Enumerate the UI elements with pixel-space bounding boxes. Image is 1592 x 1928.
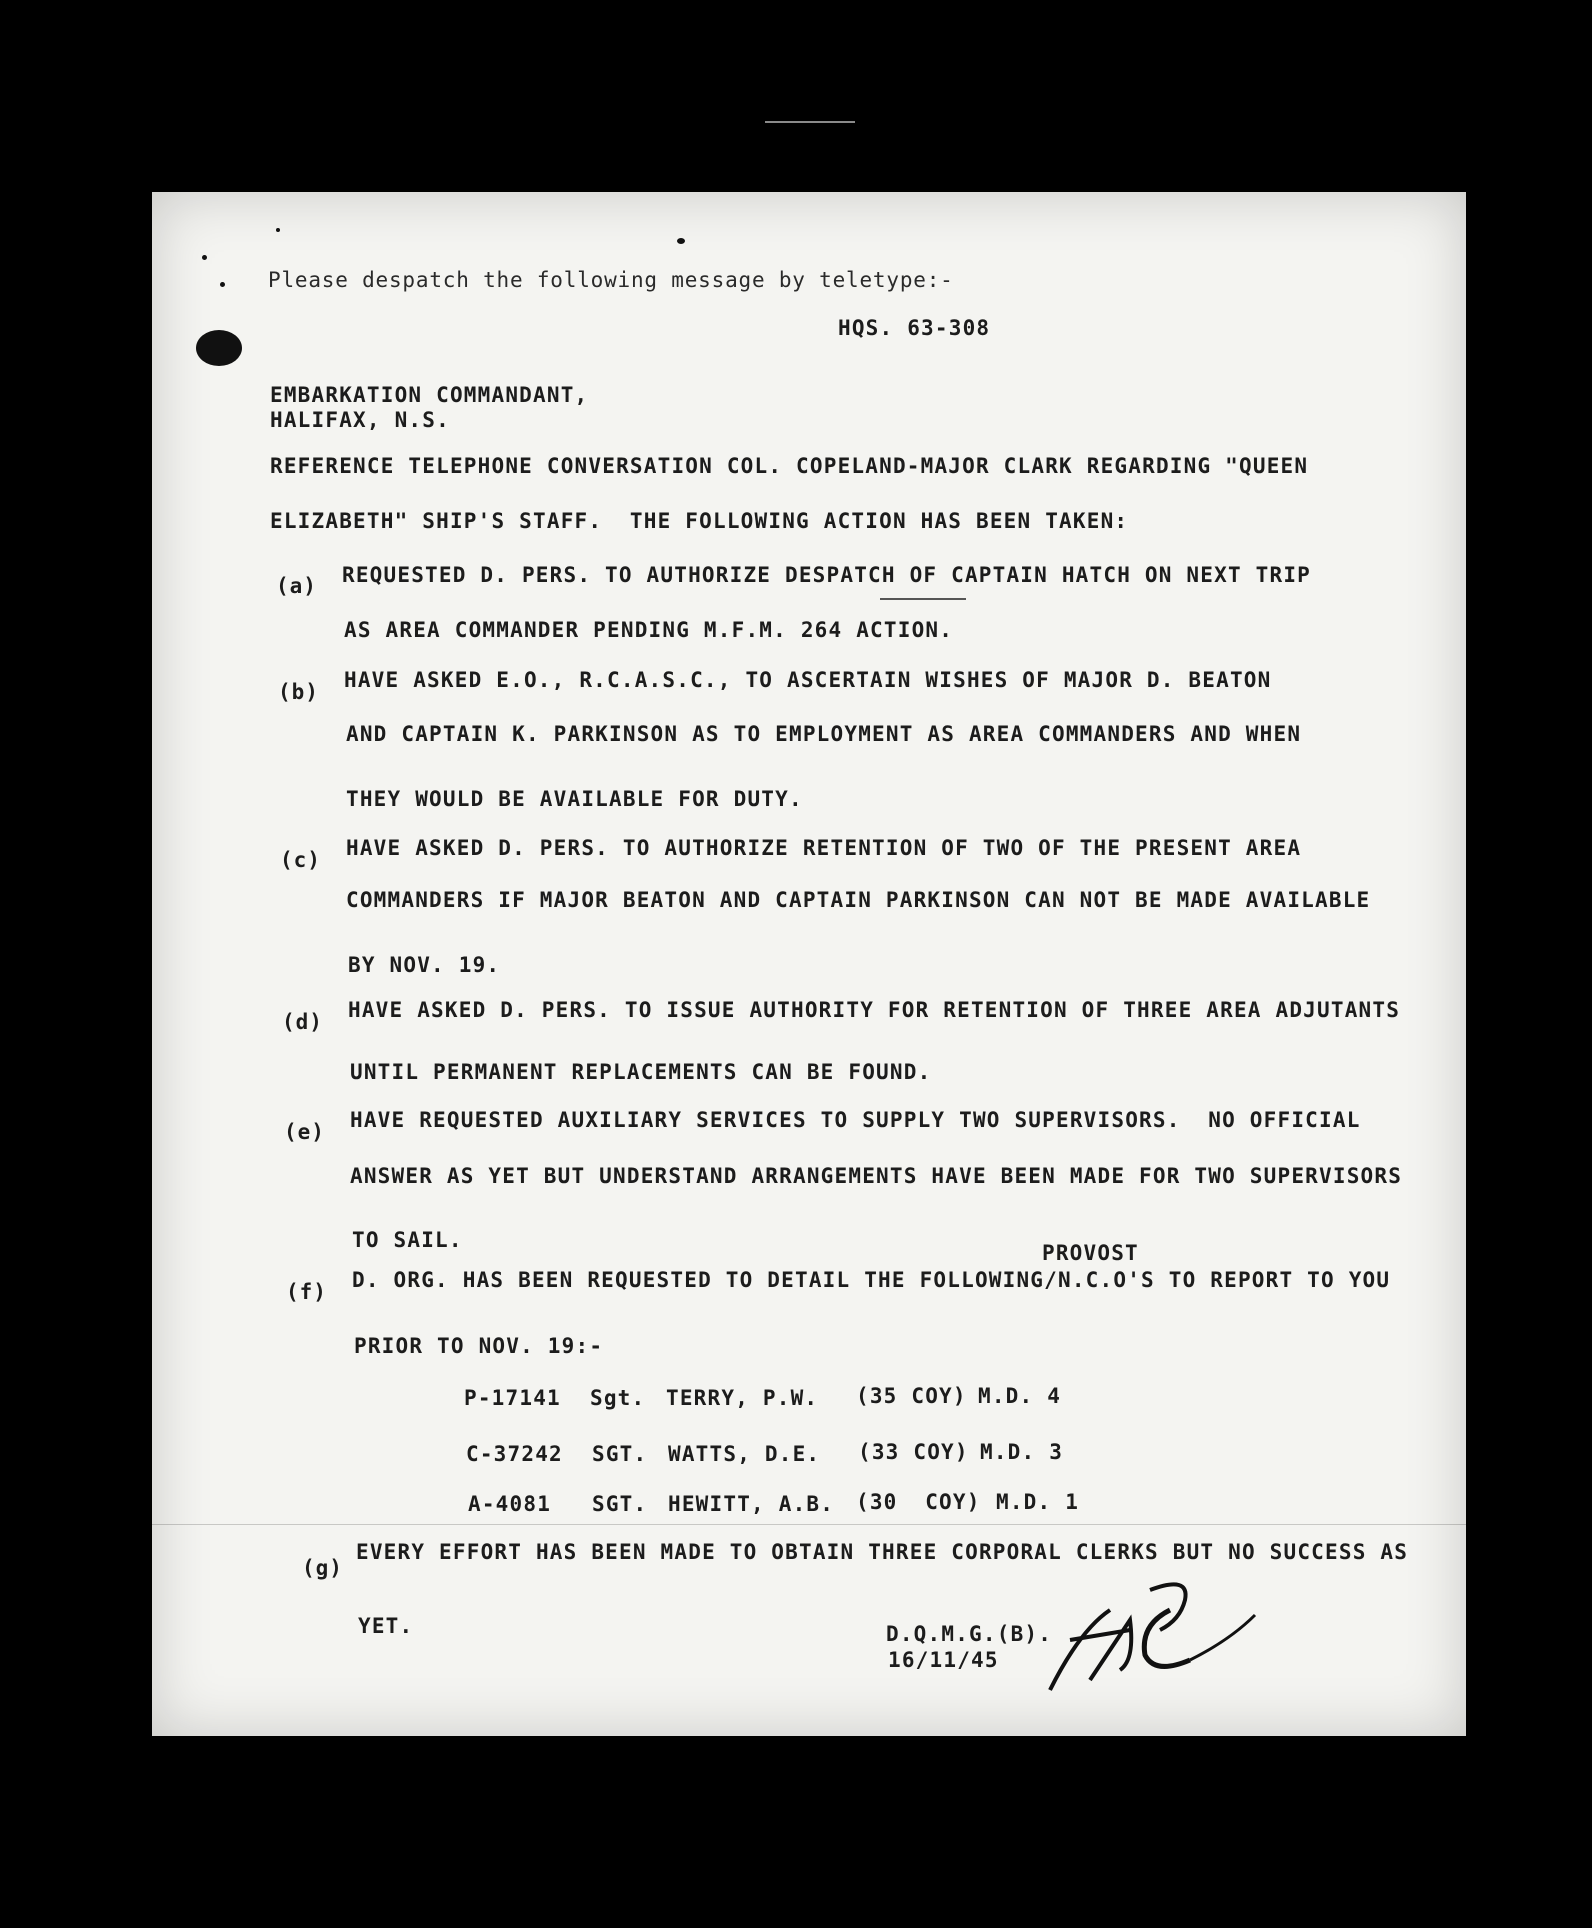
item-d-line-1: HAVE ASKED D. PERS. TO ISSUE AUTHORITY FOR RETENTION OF THREE AREA ADJUTANTS bbox=[348, 998, 1401, 1022]
item-b-line-1: HAVE ASKED E.O., R.C.A.S.C., TO ASCERTAIN WISHES OF MAJOR D. BEATON bbox=[344, 668, 1272, 692]
page-fold-line bbox=[152, 1524, 1466, 1525]
item-c-line-2: COMMANDERS IF MAJOR BEATON AND CAPTAIN PARKINSON CAN NOT BE MADE AVAILABLE bbox=[346, 888, 1371, 912]
item-b-line-3: THEY WOULD BE AVAILABLE FOR DUTY. bbox=[346, 787, 803, 811]
item-label-g: (g) bbox=[302, 1556, 343, 1580]
item-a-line-1: REQUESTED D. PERS. TO AUTHORIZE DESPATCH OF CAPTAIN HATCH ON NEXT TRIP bbox=[342, 563, 1312, 587]
ink-dot bbox=[677, 238, 685, 244]
addressee-line-2: HALIFAX, N.S. bbox=[270, 408, 450, 432]
item-label-f: (f) bbox=[286, 1280, 327, 1304]
ink-dot bbox=[276, 228, 280, 232]
item-c-line-3: BY NOV. 19. bbox=[348, 953, 501, 977]
nco-2-rank: SGT. bbox=[592, 1442, 648, 1466]
file-reference: HQS. 63-308 bbox=[838, 316, 991, 340]
ink-blot bbox=[196, 330, 242, 366]
ink-dot bbox=[220, 282, 225, 287]
nco-1-rank: Sgt. bbox=[590, 1386, 646, 1410]
film-edge-mark bbox=[765, 121, 855, 123]
item-d-line-2: UNTIL PERMANENT REPLACEMENTS CAN BE FOUND. bbox=[350, 1060, 932, 1084]
nco-3-name: HEWITT, A.B. bbox=[668, 1492, 835, 1516]
item-label-a: (a) bbox=[276, 574, 317, 598]
despatch-instruction: Please despatch the following message by teletype:- bbox=[268, 268, 954, 292]
nco-1-name: TERRY, P.W. bbox=[666, 1386, 819, 1410]
reference-line-2: ELIZABETH" SHIP'S STAFF. THE FOLLOWING ACTION HAS BEEN TAKEN: bbox=[270, 509, 1129, 533]
ink-dot bbox=[202, 255, 207, 260]
item-f-insertion: PROVOST bbox=[1042, 1241, 1139, 1265]
reference-line-1: REFERENCE TELEPHONE CONVERSATION COL. COPELAND-MAJOR CLARK REGARDING "QUEEN bbox=[270, 454, 1309, 478]
item-e-line-1: HAVE REQUESTED AUXILIARY SERVICES TO SUPPLY TWO SUPERVISORS. NO OFFICIAL bbox=[350, 1108, 1361, 1132]
item-f-line-1: D. ORG. HAS BEEN REQUESTED TO DETAIL THE FOLLOWING/N.C.O'S TO REPORT TO YOU bbox=[352, 1268, 1391, 1292]
nco-2-district: M.D. 3 bbox=[980, 1440, 1064, 1464]
nco-2-unit: (33 COY) bbox=[858, 1440, 969, 1464]
correction-mark bbox=[880, 598, 966, 600]
item-b-line-2: AND CAPTAIN K. PARKINSON AS TO EMPLOYMENT AS AREA COMMANDERS AND WHEN bbox=[346, 722, 1302, 746]
item-c-line-1: HAVE ASKED D. PERS. TO AUTHORIZE RETENTION OF TWO OF THE PRESENT AREA bbox=[346, 836, 1302, 860]
nco-2-name: WATTS, D.E. bbox=[668, 1442, 821, 1466]
nco-3-rank: SGT. bbox=[592, 1492, 648, 1516]
nco-2-number: C-37242 bbox=[466, 1442, 563, 1466]
item-e-line-2: ANSWER AS YET BUT UNDERSTAND ARRANGEMENTS HAVE BEEN MADE FOR TWO SUPERVISORS bbox=[350, 1164, 1403, 1188]
item-a-line-2: AS AREA COMMANDER PENDING M.F.M. 264 ACTION. bbox=[344, 618, 954, 642]
item-label-c: (c) bbox=[280, 848, 321, 872]
item-label-e: (e) bbox=[284, 1120, 325, 1144]
nco-3-unit: (30 COY) bbox=[856, 1490, 981, 1514]
nco-3-district: M.D. 1 bbox=[996, 1490, 1080, 1514]
item-label-b: (b) bbox=[278, 680, 319, 704]
item-e-line-3: TO SAIL. bbox=[352, 1228, 463, 1252]
item-f-line-2: PRIOR TO NOV. 19:- bbox=[354, 1334, 604, 1358]
item-g-line-1: EVERY EFFORT HAS BEEN MADE TO OBTAIN THREE CORPORAL CLERKS BUT NO SUCCESS AS bbox=[356, 1540, 1409, 1564]
nco-1-number: P-17141 bbox=[464, 1386, 561, 1410]
nco-3-number: A-4081 bbox=[468, 1492, 552, 1516]
addressee-line-1: EMBARKATION COMMANDANT, bbox=[270, 383, 589, 407]
signature-date: 16/11/45 bbox=[888, 1648, 999, 1672]
signature-title: D.Q.M.G.(B). bbox=[886, 1622, 1053, 1646]
nco-1-district: M.D. 4 bbox=[978, 1384, 1062, 1408]
item-g-line-2: YET. bbox=[358, 1614, 414, 1638]
item-label-d: (d) bbox=[282, 1010, 323, 1034]
nco-1-unit: (35 COY) bbox=[856, 1384, 967, 1408]
handwritten-signature bbox=[1040, 1570, 1260, 1700]
